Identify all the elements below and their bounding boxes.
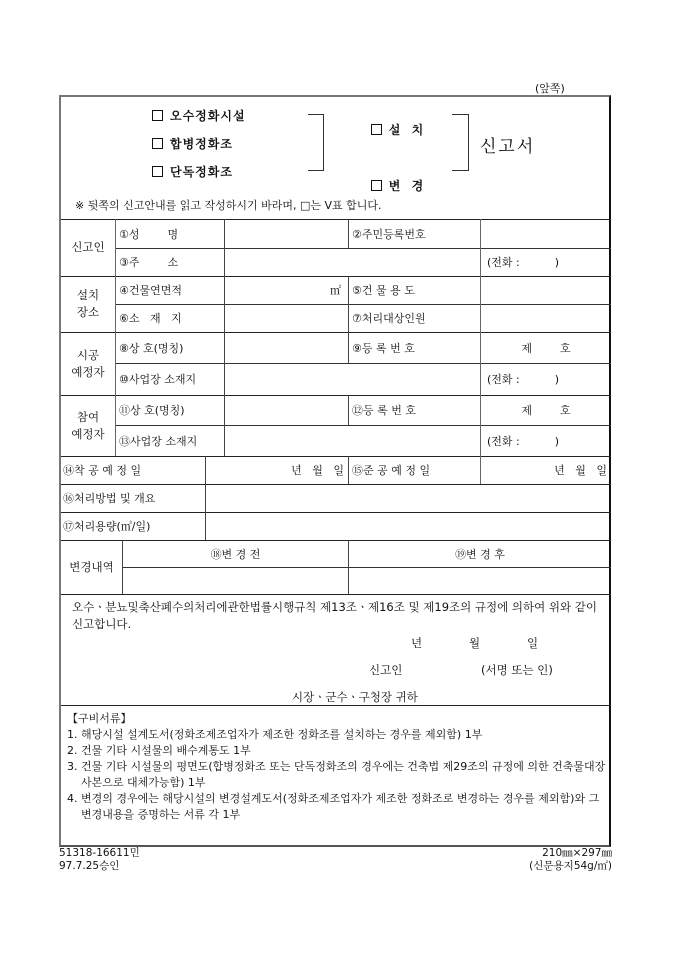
input-start-date[interactable]: 년 월 일 xyxy=(291,464,344,477)
document-item: 4. 변경의 경우에는 해당시설의 변경설계도서(정화조제조업자가 제조한 정화조로 변경하는 경우를 제외함)와 그 변경내용을 증명하는 서류 각 1부 xyxy=(67,792,600,821)
divider xyxy=(115,219,116,456)
label-start-date: ⑭착 공 예 정 일 xyxy=(63,464,142,477)
input-contractor-office[interactable] xyxy=(225,364,479,394)
label-treatment-capacity: ⑰처리용량(㎥/일) xyxy=(63,520,151,533)
label-floor-area: ④건물연면적 xyxy=(119,284,182,297)
input-floor-area[interactable] xyxy=(225,277,341,303)
input-treatment-capacity[interactable] xyxy=(206,513,610,539)
document-item: 2. 건물 기타 시설물의 배수계통도 1부 xyxy=(67,744,251,757)
approval-date: 97.7.25승인 xyxy=(59,860,120,872)
instruction-notice: ※ 뒷쪽의 신고안내를 읽고 작성하시기 바라며, □는 V표 합니다. xyxy=(75,199,382,212)
divider xyxy=(348,276,349,332)
phone-applicant[interactable]: (전화 : ) xyxy=(487,256,560,269)
checkbox-icon[interactable] xyxy=(152,166,163,177)
input-address[interactable] xyxy=(225,249,479,275)
divider xyxy=(348,395,349,425)
input-name[interactable] xyxy=(225,220,347,247)
label-contractor-reg-no: ⑨등 록 번 호 xyxy=(352,341,415,355)
signer-label: 신고인 xyxy=(369,663,403,677)
input-location[interactable] xyxy=(225,305,347,331)
input-participant-office[interactable] xyxy=(225,426,479,455)
option-change[interactable]: 변 경 xyxy=(350,163,424,208)
required-documents-title: 【구비서류】 xyxy=(67,712,132,725)
label-address: ③주 소 xyxy=(119,256,179,269)
option-install[interactable]: 설 치 xyxy=(350,107,424,152)
option-combined-septic[interactable]: 합병정화조 xyxy=(152,135,233,152)
date-year[interactable]: 년 xyxy=(411,636,423,650)
label-contractor-trade-name: ⑧상 호(명칭) xyxy=(119,341,184,355)
label-participant-office: ⑬사업장 소재지 xyxy=(119,434,198,448)
input-resident-no[interactable] xyxy=(481,220,609,247)
group-site: 설치 장소 xyxy=(76,288,100,319)
signature-field[interactable]: (서명 또는 인) xyxy=(481,663,553,677)
phone-contractor[interactable]: (전화 : ) xyxy=(487,373,560,386)
checkbox-icon[interactable] xyxy=(371,124,382,135)
input-participant-trade-name[interactable] xyxy=(225,396,347,424)
label-after-change: ⑲변 경 후 xyxy=(455,547,505,561)
checkbox-icon[interactable] xyxy=(371,180,382,191)
floor-area-unit: ㎡ xyxy=(330,284,341,297)
checkbox-icon[interactable] xyxy=(152,138,163,149)
label-resident-no: ②주민등록번호 xyxy=(352,227,426,241)
group-contractor: 시공 예정자 xyxy=(71,347,105,379)
input-treatment-method[interactable] xyxy=(206,485,610,511)
input-contractor-reg-no[interactable]: 제 호 xyxy=(521,341,571,355)
option-single-septic[interactable]: 단독정화조 xyxy=(152,163,233,180)
label-treatment-method: ⑯처리방법 및 개요 xyxy=(63,492,156,505)
checkbox-icon[interactable] xyxy=(152,110,163,121)
report-form xyxy=(59,95,611,847)
divider xyxy=(348,456,349,484)
label-participant-reg-no: ⑫등 록 번 호 xyxy=(352,404,416,417)
group-participant: 참여 예정자 xyxy=(71,409,105,441)
input-finish-date[interactable]: 년 월 일 xyxy=(554,464,607,477)
label-finish-date: ⑮준 공 예 정 일 xyxy=(352,464,431,477)
group-applicant: 신고인 xyxy=(71,240,105,254)
required-documents xyxy=(67,711,607,823)
bracket-facility xyxy=(308,114,324,171)
page-side-label: (앞쪽) xyxy=(535,82,565,95)
input-building-usage[interactable] xyxy=(481,277,609,303)
option-sewage-facility[interactable]: 오수정화시설 xyxy=(152,107,246,124)
label-before-change: ⑱변 경 전 xyxy=(210,547,261,561)
declaration-text: 오수ㆍ분뇨및축산폐수의처리에관한법률시행규칙 제13조ㆍ제16조 및 제19조의 규정에 의하여 위와 같이 신고합니다. xyxy=(72,600,597,631)
label-participant-trade-name: ⑪상 호(명칭) xyxy=(119,404,185,417)
paper-type: (신문용지54g/㎡) xyxy=(529,860,612,872)
input-capacity-people[interactable] xyxy=(481,305,609,331)
label-location: ⑥소 재 지 xyxy=(119,312,182,325)
label-capacity-people: ⑦처리대상인원 xyxy=(352,312,426,325)
divider xyxy=(348,332,349,363)
label-building-usage: ⑤건 물 용 도 xyxy=(352,284,415,297)
phone-participant[interactable]: (전화 : ) xyxy=(487,434,560,448)
label-name: ①성 명 xyxy=(119,227,179,241)
addressee: 시장ㆍ군수ㆍ구청장 귀하 xyxy=(292,690,418,704)
divider xyxy=(61,594,611,595)
form-number: 51318-16611민 xyxy=(59,847,140,859)
document-item: 1. 해당시설 설계도서(정화조제조업자가 제조한 정화조를 설치하는 경우를 제외함) 1부 xyxy=(67,728,483,741)
input-contractor-trade-name[interactable] xyxy=(225,333,347,362)
input-before-change[interactable] xyxy=(123,568,348,594)
label-contractor-office: ⑩사업장 소재지 xyxy=(119,373,197,386)
input-after-change[interactable] xyxy=(349,568,611,594)
document-item: 3. 건물 기타 시설물의 평면도(합병정화조 또는 단독정화조의 경우에는 건축법 제29조의 규정에 의한 건축물대장 사본으로 대체가능함) 1부 xyxy=(67,760,606,789)
divider xyxy=(348,219,349,248)
date-month[interactable]: 월 xyxy=(469,636,481,650)
input-participant-reg-no[interactable]: 제 호 xyxy=(521,404,571,417)
bracket-action xyxy=(452,114,469,171)
paper-size: 210㎜×297㎜ xyxy=(542,847,612,859)
group-changes: 변경내역 xyxy=(69,559,114,574)
date-day[interactable]: 일 xyxy=(527,636,539,650)
form-title: 신고서 xyxy=(480,137,536,157)
